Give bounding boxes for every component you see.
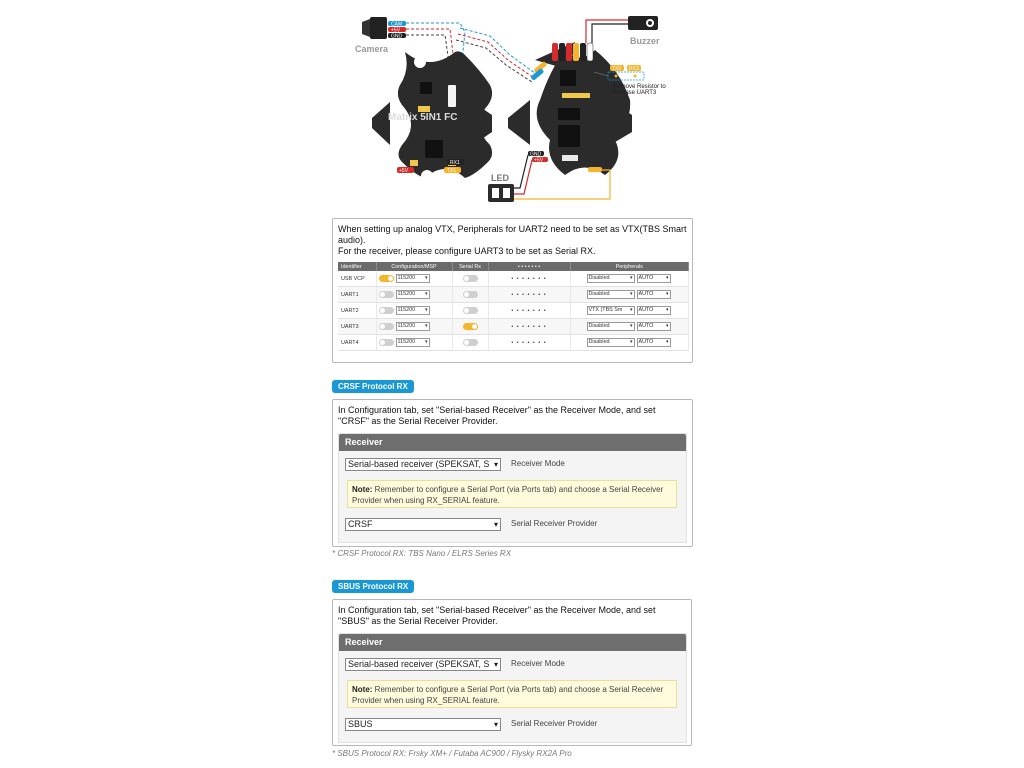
msp-toggle[interactable] xyxy=(379,323,394,330)
baud-select[interactable]: 115200 ▾ xyxy=(396,274,430,283)
port-row xyxy=(338,335,689,351)
serial-rx-toggle[interactable] xyxy=(463,307,478,314)
baud-select[interactable]: 115200 ▾ xyxy=(396,322,430,331)
left-5v-label: +5V xyxy=(399,168,409,174)
crsf-provider-select[interactable]: CRSF ▾ xyxy=(345,518,501,531)
led-gnd-label: GND xyxy=(530,151,542,158)
resistor-note-line1: Remove Resistor to xyxy=(613,84,666,90)
right-fc-board xyxy=(502,42,638,188)
serial-rx-toggle[interactable] xyxy=(463,323,478,330)
sbus-intro: In Configuration tab, set "Serial-based Receiver" as the Receiver Mode, and set "SBUS" as the Serial Receiver Provider. xyxy=(338,605,656,626)
port-serial-rx-cell xyxy=(452,335,488,351)
port-identifier: USB VCP xyxy=(338,271,376,287)
crsf-footnote: * CRSF Protocol RX: TBS Nano / ELRS Series RX xyxy=(332,549,512,558)
crsf-provider-label: Serial Receiver Provider xyxy=(511,519,598,528)
msp-toggle[interactable] xyxy=(379,339,394,346)
msp-toggle[interactable] xyxy=(379,307,394,314)
msp-toggle[interactable] xyxy=(379,275,394,282)
port-config-cell xyxy=(376,319,452,335)
peripheral-select[interactable]: Disabled ▾ xyxy=(587,274,635,283)
peripheral-baud-select[interactable]: AUTO ▾ xyxy=(637,306,671,315)
port-serial-rx-cell xyxy=(452,319,488,335)
port-config-cell xyxy=(376,303,452,319)
camera-icon xyxy=(362,17,387,39)
crsf-badge: CRSF Protocol RX xyxy=(332,380,414,393)
ports-header-row xyxy=(338,262,689,271)
crsf-receiver-mode-select[interactable]: Serial-based receiver (SPEKSAT, S ▾ xyxy=(345,458,501,471)
port-telemetry-cell: • • • • • • • xyxy=(488,319,570,335)
crsf-note-bold: Note: xyxy=(352,485,373,494)
baud-select[interactable]: 115200 ▾ xyxy=(396,338,430,347)
port-row xyxy=(338,303,689,319)
serial-rx-toggle[interactable] xyxy=(463,339,478,346)
serial-rx-toggle[interactable] xyxy=(463,291,478,298)
port-config-cell xyxy=(376,271,452,287)
port-config-cell xyxy=(376,287,452,303)
sbus-receiver-mode-select[interactable]: Serial-based receiver (SPEKSAT, S ▾ xyxy=(345,658,501,671)
sbus-note xyxy=(347,680,677,708)
ports-intro xyxy=(338,224,687,257)
port-peripherals-cell xyxy=(570,271,689,287)
cam-pin-label: CAM xyxy=(391,21,403,28)
sbus-provider-label: Serial Receiver Provider xyxy=(511,719,598,728)
baud-select[interactable]: 115200 ▾ xyxy=(396,306,430,315)
port-serial-rx-cell xyxy=(452,287,488,303)
led-icon xyxy=(488,184,514,202)
buzzer-icon xyxy=(628,16,658,30)
ports-intro-line1: When setting up analog VTX, Peripherals for UART2 need to be set as VTX(TBS Smart audio). xyxy=(338,224,687,245)
cam-gnd-label: GND xyxy=(391,33,403,40)
port-telemetry-cell: • • • • • • • xyxy=(488,271,570,287)
port-serial-rx-cell xyxy=(452,303,488,319)
sbus-receiver-mode-label: Receiver Mode xyxy=(511,659,565,668)
board-label: Matrix 5IN1 FC xyxy=(388,112,458,123)
msp-toggle[interactable] xyxy=(379,291,394,298)
sbus-receiver-title: Receiver xyxy=(339,634,686,651)
sbus-card xyxy=(332,599,692,746)
peripheral-select[interactable]: Disabled ▾ xyxy=(587,290,635,299)
peripheral-baud-select[interactable]: AUTO ▾ xyxy=(637,274,671,283)
crsf-receiver-panel xyxy=(338,433,687,543)
tx1-label: TX1 xyxy=(447,168,457,174)
port-serial-rx-cell xyxy=(452,271,488,287)
sbus-badge: SBUS Protocol RX xyxy=(332,580,414,593)
sbus-note-text: Remember to configure a Serial Port (via Ports tab) and choose a Serial Receiver Provider when using RX_SERIAL feature. xyxy=(352,685,664,705)
ports-card xyxy=(332,218,693,363)
rx3-label: RX3 xyxy=(629,66,639,72)
ports-intro-line2: For the receiver, please configure UART3 to be set as Serial RX. xyxy=(338,246,596,256)
col-serial-rx: Serial Rx xyxy=(452,262,488,271)
port-telemetry-cell: • • • • • • • xyxy=(488,335,570,351)
peripheral-baud-select[interactable]: AUTO ▾ xyxy=(637,338,671,347)
port-identifier: UART4 xyxy=(338,335,376,351)
peripheral-select[interactable]: Disabled ▾ xyxy=(587,322,635,331)
port-telemetry-cell: • • • • • • • xyxy=(488,303,570,319)
wiring-diagram xyxy=(330,10,710,208)
crsf-receiver-title: Receiver xyxy=(339,434,686,451)
tx3-label: TX3 xyxy=(612,66,622,72)
port-identifier: UART2 xyxy=(338,303,376,319)
rx1-label: RX1 xyxy=(450,160,460,166)
sbus-note-bold: Note: xyxy=(352,685,373,694)
port-identifier: UART3 xyxy=(338,319,376,335)
port-peripherals-cell xyxy=(570,303,689,319)
port-peripherals-cell xyxy=(570,335,689,351)
baud-select[interactable]: 115200 ▾ xyxy=(396,290,430,299)
crsf-note-text: Remember to configure a Serial Port (via Ports tab) and choose a Serial Receiver Provider when using RX_SERIAL feature. xyxy=(352,485,664,505)
sbus-provider-select[interactable]: SBUS ▾ xyxy=(345,718,501,731)
crsf-intro: In Configuration tab, set "Serial-based Receiver" as the Receiver Mode, and set "CRSF" as the Serial Receiver Provider. xyxy=(338,405,656,426)
led-label: LED xyxy=(491,173,509,183)
sbus-receiver-panel xyxy=(338,633,687,743)
port-config-cell xyxy=(376,335,452,351)
buzzer-label: Buzzer xyxy=(630,36,660,46)
led-5v-label: +5V xyxy=(534,157,544,164)
sbus-footnote: * SBUS Protocol RX: Frsky XM+ / Futaba AC900 / Flysky RX2A Pro xyxy=(332,749,572,758)
col-telemetry: • • • • • • • xyxy=(488,262,570,271)
resistor-note-line2: Release UART3 xyxy=(613,90,657,96)
col-peripherals: Peripherals xyxy=(570,262,689,271)
port-row xyxy=(338,271,689,287)
col-configuration: Configuration/MSP xyxy=(376,262,452,271)
ports-table xyxy=(338,262,689,351)
camera-label: Camera xyxy=(355,44,389,54)
cam-5v-label: +5V xyxy=(391,27,401,34)
port-row xyxy=(338,287,689,303)
col-identifier: Identifier xyxy=(338,262,376,271)
crsf-card xyxy=(332,399,693,547)
port-peripherals-cell xyxy=(570,287,689,303)
crsf-receiver-mode-label: Receiver Mode xyxy=(511,459,565,468)
crsf-note xyxy=(347,480,677,508)
port-identifier: UART1 xyxy=(338,287,376,303)
peripheral-select[interactable]: VTX (TBS Sm ▾ xyxy=(587,306,635,315)
port-peripherals-cell xyxy=(570,319,689,335)
peripheral-select[interactable]: Disabled ▾ xyxy=(587,338,635,347)
serial-rx-toggle[interactable] xyxy=(463,275,478,282)
peripheral-baud-select[interactable]: AUTO ▾ xyxy=(637,322,671,331)
port-telemetry-cell: • • • • • • • xyxy=(488,287,570,303)
peripheral-baud-select[interactable]: AUTO ▾ xyxy=(637,290,671,299)
port-row xyxy=(338,319,689,335)
